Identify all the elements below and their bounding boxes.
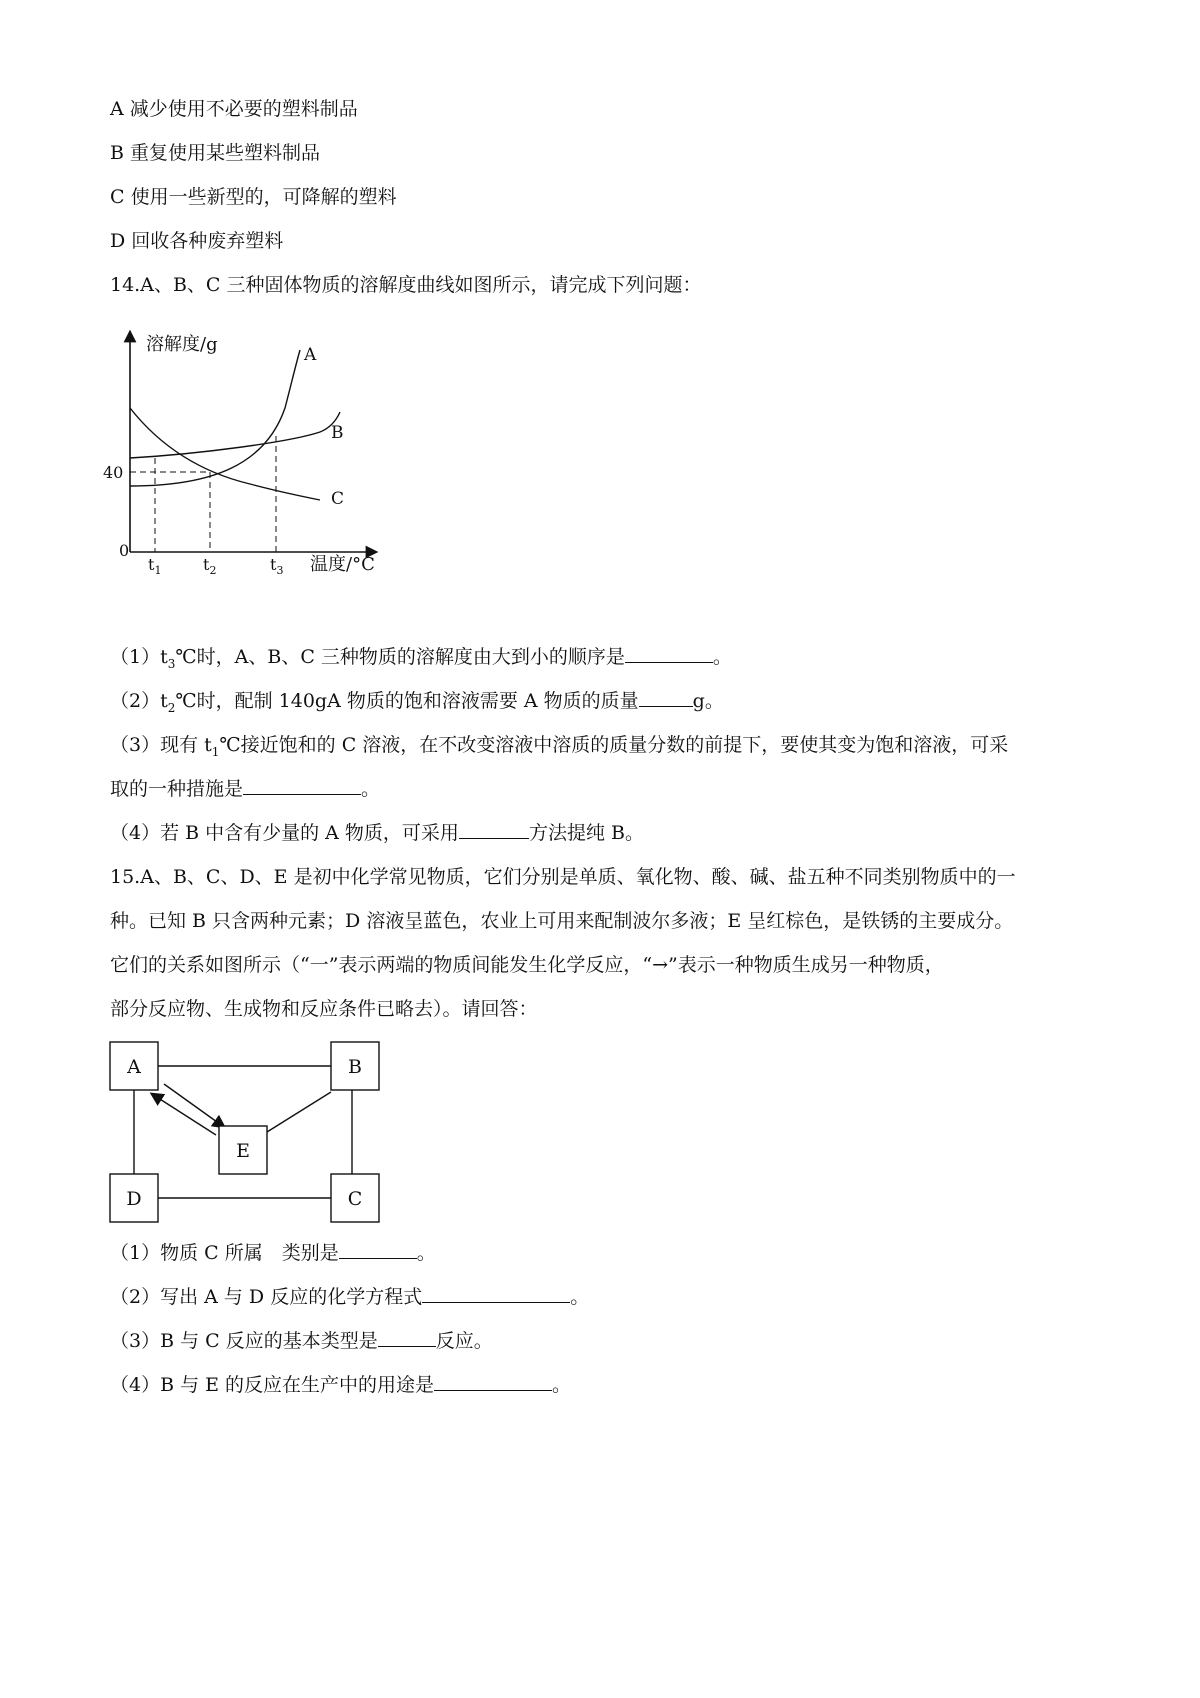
answer-blank[interactable]	[459, 820, 529, 839]
answer-blank[interactable]	[339, 1240, 417, 1259]
origin-label: 0	[119, 541, 130, 560]
y-tick-40: 40	[103, 463, 124, 482]
relationship-diagram	[100, 1036, 400, 1236]
solubility-graph	[100, 326, 400, 586]
curve-a	[130, 350, 300, 486]
curve-b-label: B	[331, 423, 344, 443]
label-d: D	[126, 1188, 142, 1210]
q15-stem-line4: 部分反应物、生成物和反应条件已略去）。请回答：	[110, 998, 538, 1020]
label-c: C	[347, 1188, 363, 1210]
answer-blank[interactable]	[422, 1284, 570, 1303]
q15-part2: （2）写出 A 与 D 反应的化学方程式 。	[110, 1286, 590, 1308]
link-b-e	[267, 1092, 331, 1132]
label-a: A	[127, 1056, 141, 1078]
x-axis-label: 温度/°C	[310, 554, 375, 575]
q15-part4: （4）B 与 E 的反应在生产中的用途是 。	[110, 1374, 572, 1396]
q15-stem-line1: 15.A、B、C、D、E 是初中化学常见物质，它们分别是单质、氧化物、酸、碱、盐五种不同类别物质中的一	[110, 866, 1016, 888]
x-tick-t2: $t_2$	[203, 555, 217, 577]
answer-blank[interactable]	[639, 688, 693, 707]
curve-c	[130, 408, 320, 500]
answer-blank[interactable]	[625, 644, 713, 663]
option-d: D 回收各种废弃塑料	[110, 230, 284, 252]
label-b: B	[348, 1056, 362, 1078]
q15-part3: （3）B 与 C 反应的基本类型是 反应。	[110, 1330, 493, 1352]
label-e: E	[236, 1140, 250, 1162]
q15-part1: （1）物质 C 所属 类别是 。	[110, 1242, 436, 1264]
y-axis-label: 溶解度/g	[146, 334, 218, 355]
q14-part3: （3）现有 $t_1℃$接近饱和的 C 溶液，在不改变溶液中溶质的质量分数的前提下，要使其变为饱和溶液，可采	[110, 734, 1009, 759]
answer-blank[interactable]	[378, 1328, 436, 1347]
option-c: C 使用一些新型的，可降解的塑料	[110, 186, 397, 208]
curve-a-label: A	[304, 345, 317, 365]
answer-blank[interactable]	[243, 776, 361, 795]
curve-c-label: C	[331, 489, 345, 509]
curve-b	[130, 412, 340, 458]
q14-part4: （4）若 B 中含有少量的 A 物质，可采用 方法提纯 B。	[110, 822, 644, 844]
q14-stem: 14.A、B、C 三种固体物质的溶解度曲线如图所示，请完成下列问题：	[110, 274, 702, 296]
answer-blank[interactable]	[434, 1372, 552, 1391]
option-b: B 重复使用某些塑料制品	[110, 142, 321, 164]
x-tick-t1: $t_1$	[148, 555, 162, 577]
q14-part3-cont: 取的一种措施是 。	[110, 778, 381, 800]
q14-part2: $(2)t_2℃$时，配制 140gA 物质的饱和溶液需要 A 物质的质量 g。	[110, 690, 724, 715]
q15-stem-line3: 它们的关系如图所示（“一”表示两端的物质间能发生化学反应，“→”表示一种物质生成另一种物质，	[110, 954, 944, 976]
q15-stem-line2: 种。已知 B 只含两种元素；D 溶液呈蓝色，农业上可用来配制波尔多液；E 呈红棕色，是铁锈的主要成分。	[110, 910, 1014, 932]
x-tick-t3: $t_3$	[270, 555, 284, 577]
option-a: A 减少使用不必要的塑料制品	[110, 98, 358, 120]
q14-part1: $(1)t_3℃$时，A、B、C 三种物质的溶解度由大到小的顺序是 。	[110, 646, 732, 671]
